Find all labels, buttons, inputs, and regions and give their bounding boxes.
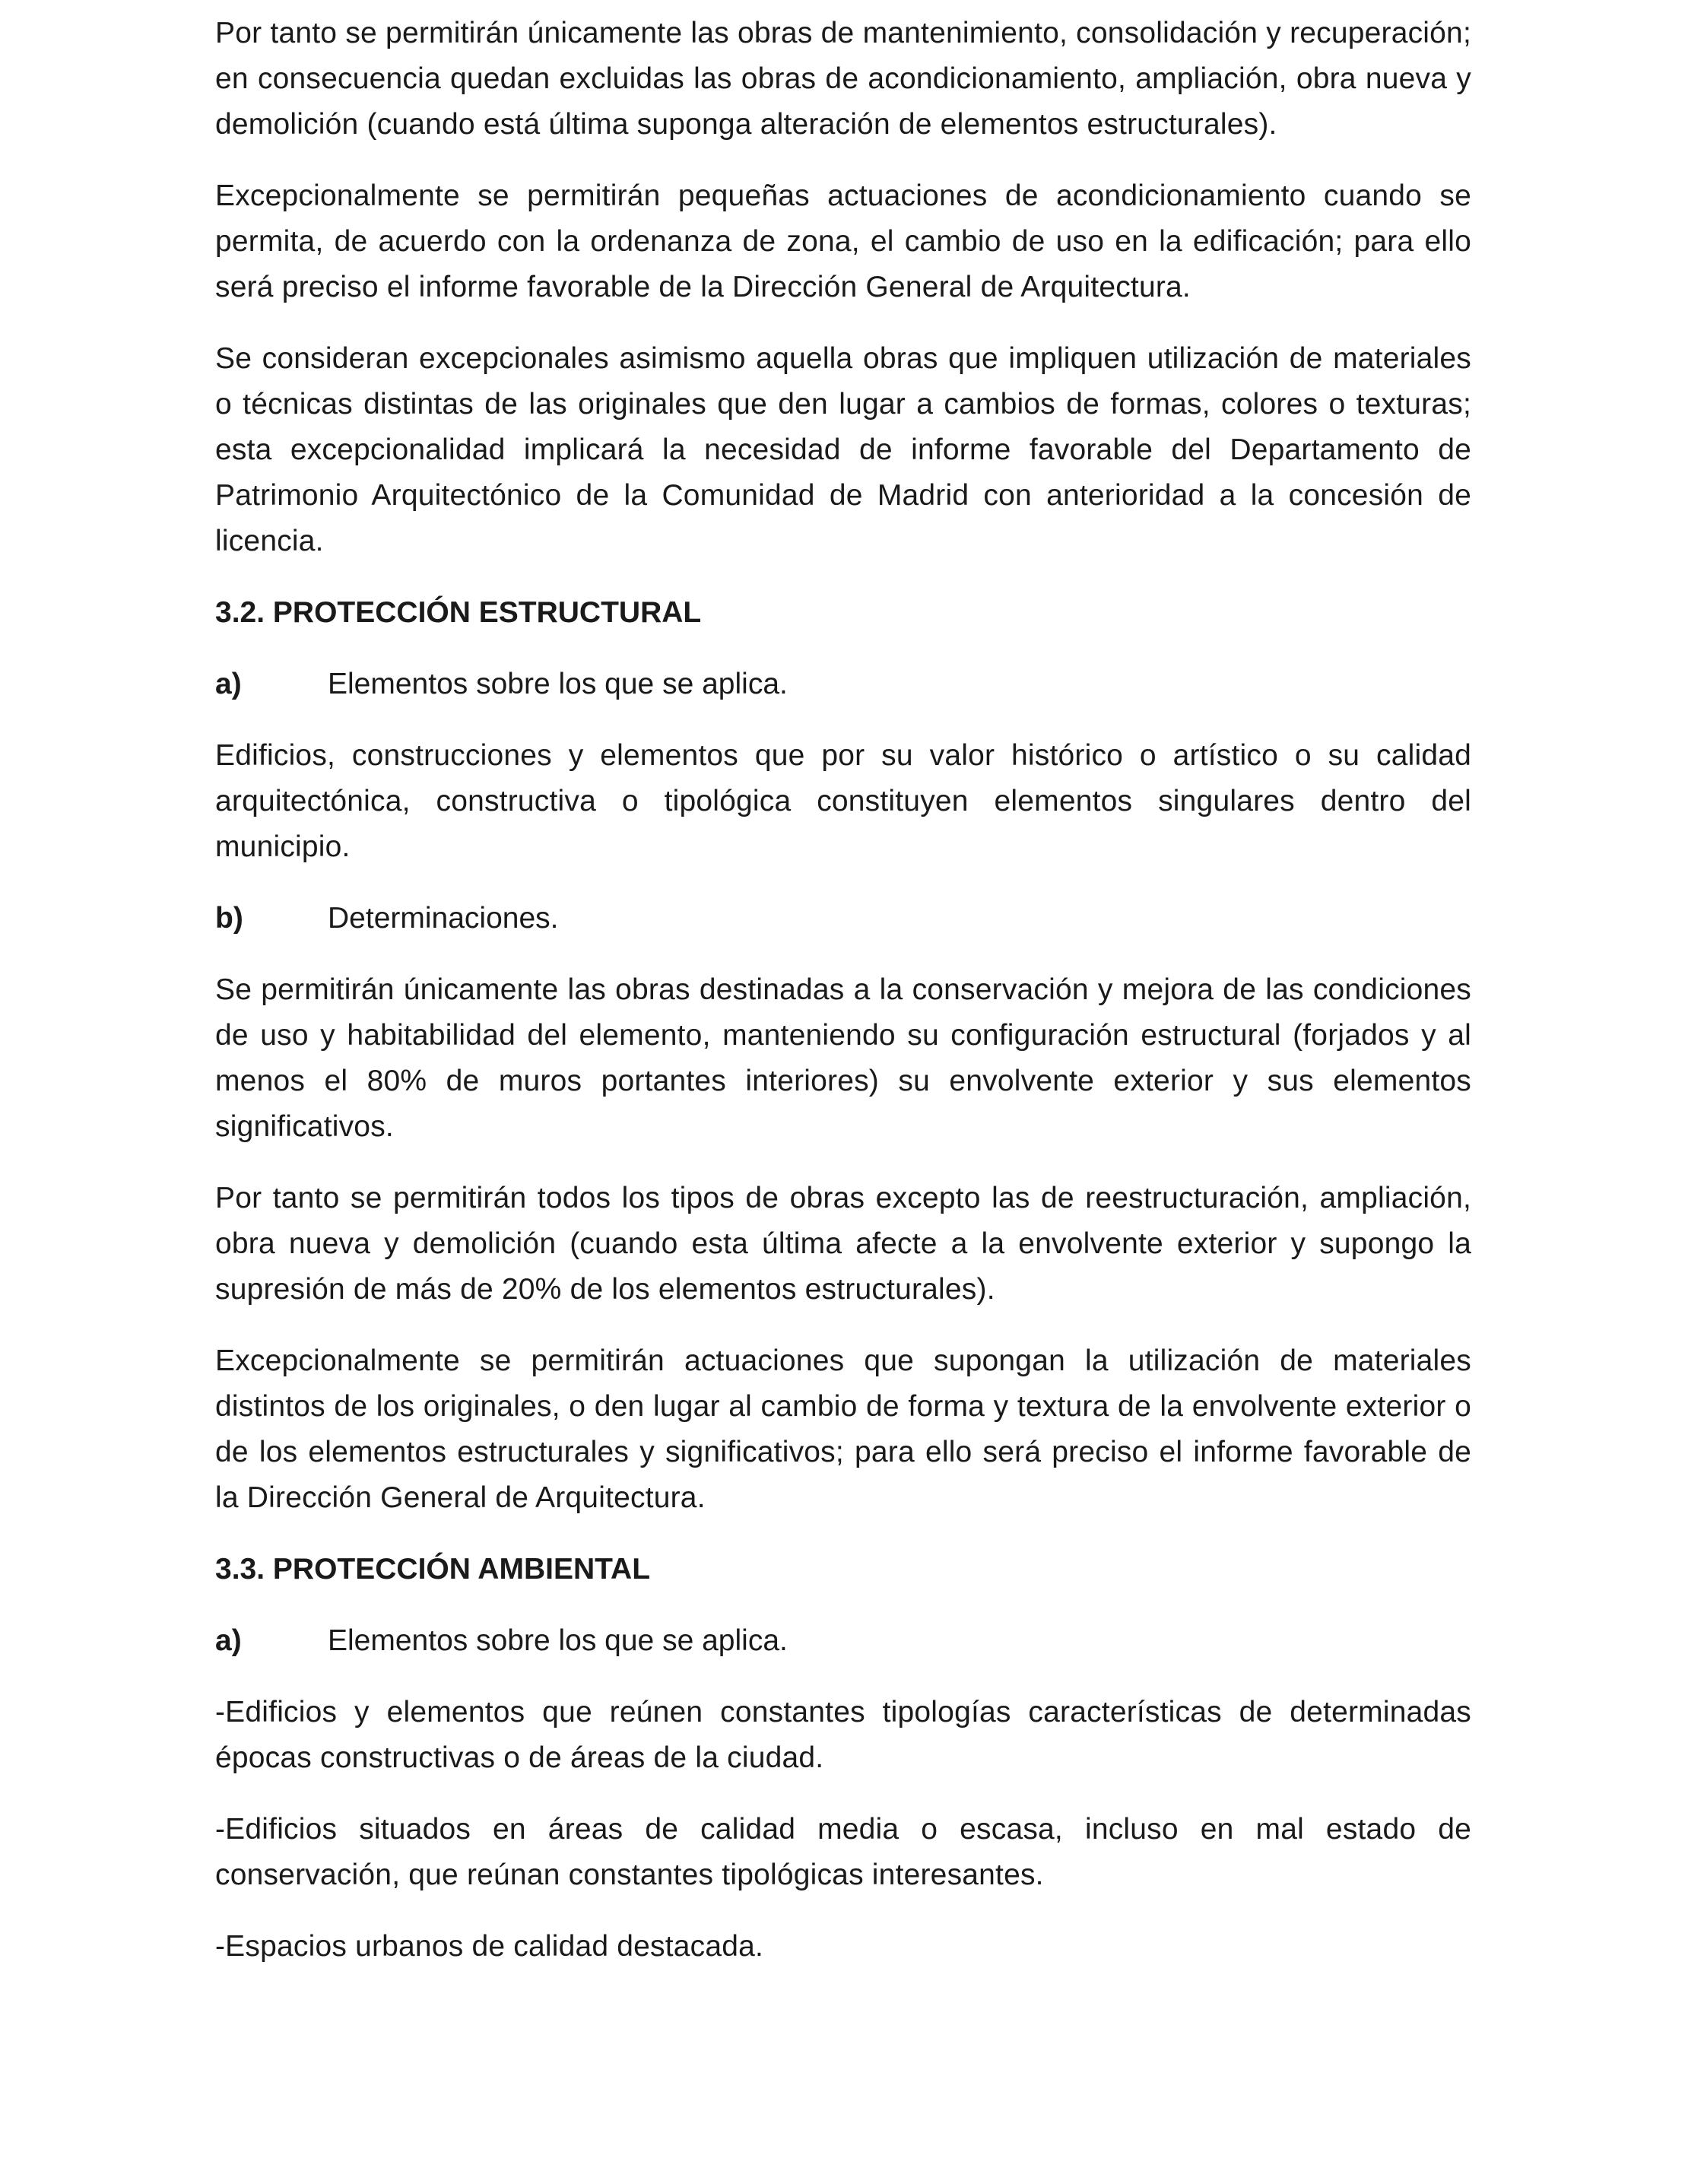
paragraph: Se consideran excepcionales asimismo aquella obras que impliquen utilización de materiales o técnicas distintas de las originales que den lugar a cambios de formas, colores o texturas; esta excepcionalidad implicará la necesidad de informe favorable del Departamento de Patrimonio Arquitectónico de la Comunidad de Madrid con anterioridad a la concesión de licencia. [215,342,1471,557]
paragraph: -Edificios y elementos que reúnen constantes tipologías características de determinadas épocas constructivas o de áreas de la ciudad. [215,1696,1471,1774]
section-heading-3-2: 3.2. PROTECCIÓN ESTRUCTURAL [215,596,702,629]
paragraph: Por tanto se permitirán todos los tipos de obras excepto las de reestructuración, ampliación, obra nueva y demolición (cuando esta última afecte a la envolvente exterior y supongo la supresión de más de 20% de los elementos estructurales). [215,1182,1471,1306]
item-letter: b) [215,902,243,935]
document-page [215,11,1471,1995]
lettered-item-a [215,662,1471,707]
paragraph: Edificios, construcciones y elementos que por su valor histórico o artístico o su calidad arquitectónica, constructiva o tipológica constituyen elementos singulares dentro del municipio. [215,739,1471,863]
lettered-item-b [215,896,1471,941]
lettered-item-a [215,1618,1471,1664]
paragraph: -Edificios situados en áreas de calidad media o escasa, incluso en mal estado de conservación, que reúnan constantes tipológicas interesantes. [215,1813,1471,1891]
item-text: Elementos sobre los que se aplica. [328,668,788,700]
paragraph: Por tanto se permitirán únicamente las obras de mantenimiento, consolidación y recuperación; en consecuencia quedan excluidas las obras de acondicionamiento, ampliación, obra nueva y demolición (cuando está última suponga alteración de elementos estructurales). [215,17,1471,141]
item-letter: a) [215,1624,242,1657]
section-heading-3-3: 3.3. PROTECCIÓN AMBIENTAL [215,1553,651,1586]
paragraph: Se permitirán únicamente las obras destinadas a la conservación y mejora de las condiciones de uso y habitabilidad del elemento, manteniendo su configuración estructural (forjados y al menos el 80% de muros portantes interiores) su envolvente exterior y sus elementos significativos. [215,973,1471,1143]
paragraph: Excepcionalmente se permitirán pequeñas actuaciones de acondicionamiento cuando se permita, de acuerdo con la ordenanza de zona, el cambio de uso en la edificación; para ello será preciso el informe favorable de la Dirección General de Arquitectura. [215,179,1471,303]
item-text: Determinaciones. [328,902,559,935]
paragraph: -Espacios urbanos de calidad destacada. [215,1930,764,1963]
item-letter: a) [215,668,242,700]
paragraph: Excepcionalmente se permitirán actuaciones que supongan la utilización de materiales distintos de los originales, o den lugar al cambio de forma y textura de la envolvente exterior o de los elementos estructurales y significativos; para ello será preciso el informe favorable de la Dirección General de Arquitectura. [215,1344,1471,1514]
item-text: Elementos sobre los que se aplica. [328,1624,788,1657]
